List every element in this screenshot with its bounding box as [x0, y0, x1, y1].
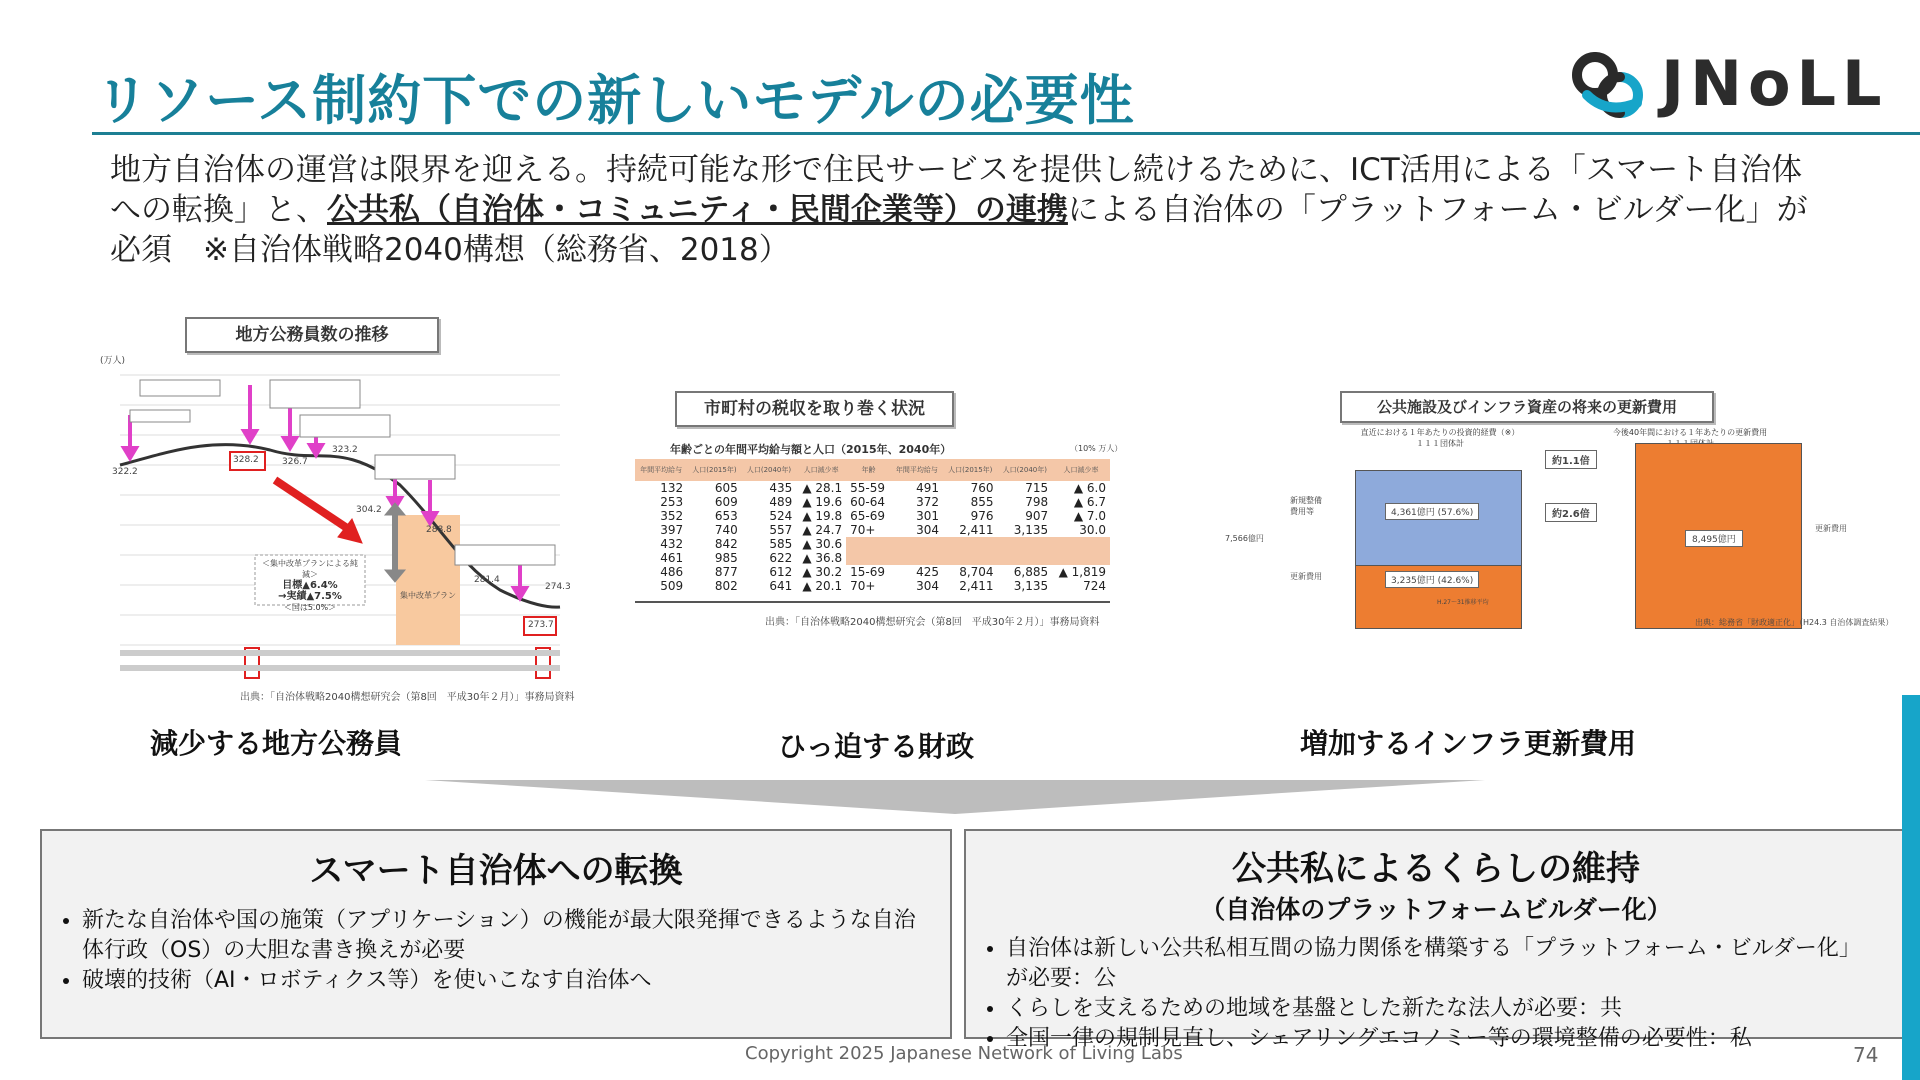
table-header-cell: 年間平均給与	[635, 459, 687, 481]
table-cell: 352	[660, 509, 684, 523]
table-cell: 60-64	[850, 495, 885, 509]
staff-label-304: 304.2	[356, 505, 382, 515]
table-cell: ▲ 19.6	[802, 495, 843, 509]
staff-label-273: 273.7	[528, 620, 554, 630]
panel-title: 公共私によるくらしの維持	[1232, 849, 1640, 889]
table-cell: 798	[1025, 495, 1049, 509]
table-header-cell: 人口減少率	[1052, 459, 1110, 481]
infra-source: 出典：総務省「財政適正化」（H24.3 自治体調査結果）	[1695, 618, 1894, 627]
table-cell: ▲ 6.7	[1073, 495, 1106, 509]
infra-renew-label: 更新費用	[1290, 572, 1322, 581]
figure-tax-status	[635, 385, 1210, 630]
table-cell: 641	[769, 579, 793, 593]
figure-title: 公共施設及びインフラ資産の将来の更新費用	[1340, 391, 1714, 423]
table-header-cell: 年間平均給与	[891, 459, 943, 481]
table-header-cell: 人口(2015年)	[687, 459, 742, 481]
staff-label-328: 328.2	[233, 455, 259, 465]
table-cell: 612	[769, 565, 793, 579]
reform-band-label: 集中改革プラン	[400, 591, 456, 600]
table-cell: 30.0	[1079, 523, 1106, 537]
infra-left-head-line: １１１団体計	[1416, 439, 1464, 448]
infra-small-note: H.27〜31推移平均	[1437, 599, 1489, 606]
jnoll-logo	[1565, 45, 1915, 125]
converge-arrow-icon	[425, 780, 1485, 816]
page-number: 74	[1853, 1043, 1879, 1067]
intro-text-2: による自治体の「プラットフォーム・ビルダー化」が必須	[110, 192, 1808, 268]
table-cell: 842	[714, 537, 738, 551]
table-row	[635, 537, 1110, 551]
table-cell: 491	[916, 481, 940, 495]
intro-text-1: 地方自治体の運営は限界を迎える。持続可能な形で住民サービスを提供し続けるために、ICT活用による「スマート自治体への転換」と、	[110, 152, 1803, 228]
table-cell: 976	[970, 509, 994, 523]
table-cell: ▲ 19.8	[802, 509, 843, 523]
table-cell: 489	[769, 495, 793, 509]
infra-right-label: 更新費用	[1815, 524, 1847, 533]
staff-source: 出典：「自治体戦略2040構想研究会（第8回 平成30年２月）」事務局資料	[240, 692, 575, 703]
table-row	[635, 551, 1110, 565]
staff-label-322: 322.2	[112, 467, 138, 477]
infra-left-head-line: 直近における１年あたりの投資的経費（※）	[1360, 428, 1520, 437]
intro-emphasis: 公共私（自治体・コミュニティ・民間企業等）の連携	[327, 192, 1068, 228]
infra-new-label-line: 新規整備	[1290, 496, 1322, 505]
table-header-cell: 人口(2040年)	[742, 459, 797, 481]
table-cell: 605	[714, 481, 738, 495]
list-item: • 自治体は新しい公共私相互間の協力関係を構築する「プラットフォーム・ビルダー化」が必要：公	[1006, 934, 1882, 994]
table-cell: ▲ 30.6	[802, 537, 843, 551]
table-cell: 3,135	[1013, 523, 1049, 537]
list-item: • 破壊的技術（AI・ロボティクス等）を使いこなす自治体へ	[82, 966, 932, 996]
figure-title: 地方公務員数の推移	[185, 317, 439, 353]
table-cell: 253	[660, 495, 684, 509]
infra-total-label: 7,566億円	[1225, 534, 1264, 543]
list-item: • くらしを支えるための地域を基盤とした新たな法人が必要：共	[1006, 994, 1882, 1024]
table-subheader-cell	[846, 551, 1110, 565]
table-row	[635, 523, 1110, 537]
table-cell: 2,411	[959, 579, 994, 593]
future-value-label: 8,495億円	[1685, 530, 1743, 547]
panel-bullet-list	[42, 906, 950, 996]
chain-link-icon	[1565, 45, 1660, 125]
ratio-1-label: 約1.1倍	[1545, 450, 1597, 469]
accent-bar	[1902, 695, 1920, 1080]
table-cell: 425	[916, 565, 940, 579]
table-cell: 855	[970, 495, 994, 509]
table-cell: 435	[769, 481, 793, 495]
table-cell: 304	[916, 523, 940, 537]
tax-table-rule	[635, 601, 1110, 603]
orange-value-label: 3,235億円 (42.6%)	[1385, 571, 1479, 588]
table-header-cell: 人口(2015年)	[943, 459, 998, 481]
table-cell: ▲ 36.8	[802, 551, 843, 565]
blue-value-label: 4,361億円 (57.6%)	[1385, 503, 1479, 520]
staff-unit: (万人)	[100, 356, 126, 366]
table-cell: 70+	[850, 579, 876, 593]
list-item: • 新たな自治体や国の施策（アプリケーション）の機能が最大限発揮できるような自治体行政（OS）の大胆な書き換えが必要	[82, 906, 932, 966]
table-row	[635, 495, 1110, 509]
table-cell: 985	[714, 551, 738, 565]
figure-infra-renewal	[1215, 385, 1910, 630]
ratio-2-label: 約2.6倍	[1545, 503, 1597, 522]
table-header-cell: 人口減少率	[796, 459, 846, 481]
panel-bullet-list	[966, 934, 1906, 1054]
table-cell: 8,704	[959, 565, 994, 579]
table-cell: 653	[714, 509, 738, 523]
infra-left-head	[1315, 427, 1565, 449]
staff-label-323: 323.2	[332, 445, 358, 455]
page-title: リソース制約下での新しいモデルの必要性	[95, 69, 1135, 132]
figure-title: 市町村の税収を取り巻く状況	[675, 391, 954, 427]
reform-note-line: →実績▲7.5%	[278, 591, 342, 602]
table-cell: 397	[660, 523, 684, 537]
tax-unit: （10% 万人）	[1070, 444, 1123, 453]
table-row	[635, 579, 1110, 593]
table-row	[635, 509, 1110, 523]
table-cell: 907	[1025, 509, 1049, 523]
table-cell: ▲ 30.2	[802, 565, 843, 579]
table-cell: ▲ 28.1	[802, 481, 843, 495]
table-cell: 3,135	[1013, 579, 1049, 593]
intro-note: ※自治体戦略2040構想（総務省、2018）	[203, 232, 790, 268]
panel-subtitle: （自治体のプラットフォームビルダー化）	[1200, 895, 1672, 924]
tax-source: 出典：「自治体戦略2040構想研究会（第8回 平成30年２月）」事務局資料	[765, 617, 1100, 628]
table-cell: 432	[660, 537, 684, 551]
table-cell: 65-69	[850, 509, 885, 523]
table-cell: 715	[1025, 481, 1049, 495]
staff-label-281: 281.4	[474, 575, 500, 585]
table-cell: 304	[916, 579, 940, 593]
table-cell: 486	[660, 565, 684, 579]
table-cell: 877	[714, 565, 738, 579]
table-cell: 15-69	[850, 565, 885, 579]
table-cell: 585	[769, 537, 793, 551]
table-cell: 6,885	[1013, 565, 1049, 579]
table-cell: 760	[970, 481, 994, 495]
list-item: • 全国一律の規制見直し、シェアリングエコノミー等の環境整備の必要性：私	[1006, 1024, 1882, 1054]
reform-note-line: ＜国は5.0%＞	[283, 603, 337, 612]
reform-note-line: ＜集中改革プランによる純減＞	[262, 559, 358, 579]
table-cell: 740	[714, 523, 738, 537]
infra-new-label	[1290, 495, 1322, 517]
table-header-cell: 年齢	[846, 459, 891, 481]
intro-paragraph	[110, 150, 1820, 270]
table-row	[635, 481, 1110, 495]
infra-new-label-line: 費用等	[1290, 507, 1314, 516]
staff-label-326: 326.7	[282, 457, 308, 467]
table-cell: 557	[769, 523, 793, 537]
table-cell: 724	[1083, 579, 1106, 593]
table-cell: ▲ 6.0	[1073, 481, 1106, 495]
table-cell: 70+	[850, 523, 876, 537]
panel-smart-municipality	[40, 829, 952, 1039]
reform-note	[260, 558, 360, 613]
caption-tax: ひっ迫する財政	[778, 730, 975, 763]
table-header-row	[635, 459, 1110, 481]
logo-text: JNoLL	[1661, 47, 1888, 120]
caption-infra: 増加するインフラ更新費用	[1300, 727, 1637, 760]
caption-staff: 減少する地方公務員	[150, 727, 403, 760]
table-cell: 622	[769, 551, 793, 565]
copyright-text: Copyright 2025 Japanese Network of Living Labs	[745, 1043, 1183, 1064]
table-cell: 301	[916, 509, 940, 523]
table-cell: 609	[714, 495, 738, 509]
table-cell: 2,411	[959, 523, 994, 537]
table-header-cell: 人口(2040年)	[998, 459, 1053, 481]
table-cell: 132	[660, 481, 684, 495]
figure-staff-trend	[100, 315, 640, 705]
table-cell: 509	[660, 579, 684, 593]
staff-label-274: 274.3	[545, 582, 571, 592]
table-cell: 524	[769, 509, 793, 523]
panel-public-private	[964, 829, 1908, 1051]
tax-table	[635, 459, 1110, 593]
table-cell: 372	[916, 495, 940, 509]
table-cell: ▲ 20.1	[802, 579, 843, 593]
table-row	[635, 565, 1110, 579]
tax-subtitle: 年齢ごとの年間平均給与額と人口（2015年、2040年）	[670, 443, 952, 456]
reform-note-line: 目標▲6.4%	[282, 580, 338, 591]
infra-right-head-line: 今後40年間における１年あたりの更新費用	[1612, 428, 1768, 437]
table-cell: ▲ 24.7	[802, 523, 843, 537]
staff-label-288: 288.8	[426, 525, 452, 535]
table-cell: 55-59	[850, 481, 885, 495]
table-cell: ▲ 7.0	[1073, 509, 1106, 523]
table-cell: 802	[714, 579, 738, 593]
table-subheader-cell	[846, 537, 1110, 551]
panel-title: スマート自治体への転換	[309, 851, 683, 891]
table-cell: ▲ 1,819	[1058, 565, 1106, 579]
table-cell: 461	[660, 551, 684, 565]
title-underline	[92, 132, 1920, 135]
